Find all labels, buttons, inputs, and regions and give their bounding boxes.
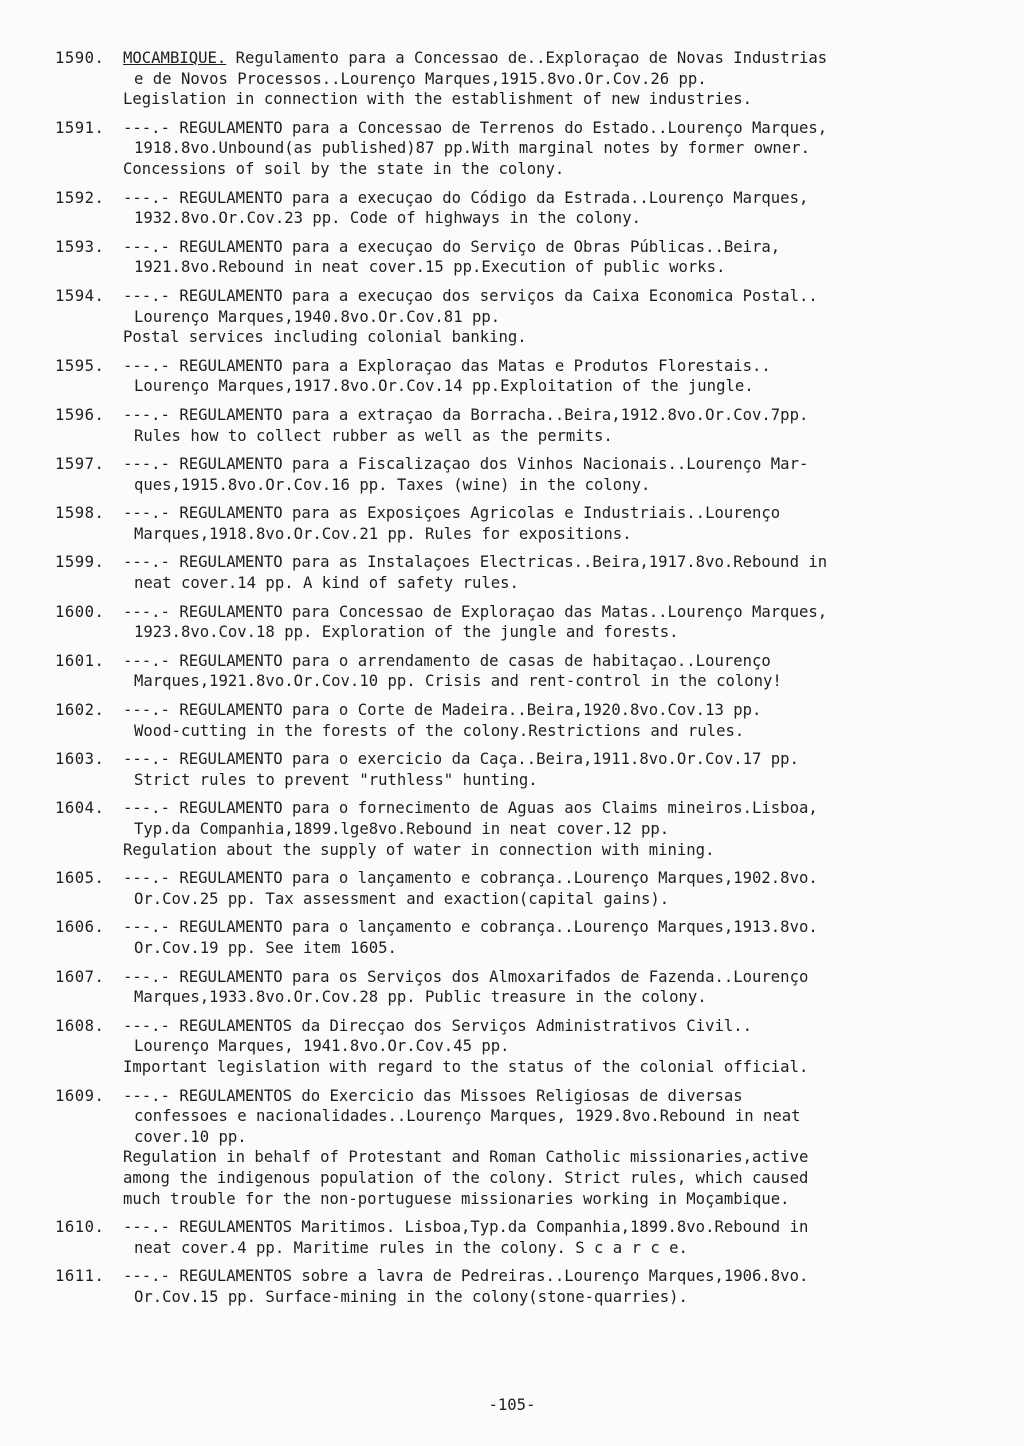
entry-line: 1921.8vo.Rebound in neat cover.15 pp.Execution of public works. (134, 258, 726, 277)
entry-line: among the indigenous population of the colony. Strict rules, which caused (123, 1168, 809, 1187)
catalog-entry (55, 1217, 975, 1258)
entry-line: ---.- REGULAMENTO para as Instalaçoes Electricas..Beira,1917.8vo.Rebound in (123, 553, 828, 572)
entry-line: Typ.da Companhia,1899.lge8vo.Rebound in neat cover.12 pp. (134, 820, 670, 838)
entry-number: 1607. (55, 967, 105, 986)
catalog-entry (55, 868, 975, 909)
entry-line: Regulation about the supply of water in connection with mining. (123, 840, 715, 859)
entry-number: 1593. (55, 237, 105, 256)
entry-line: Legislation in connection with the establishment of new industries. (123, 90, 753, 109)
catalog-entry (55, 651, 975, 692)
catalog-entry (55, 118, 975, 180)
catalog-entry (55, 286, 975, 348)
entry-line: Concessions of soil by the state in the colony. (123, 159, 565, 178)
entry-line: ---.- REGULAMENTO para o lançamento e cobrança..Lourenço Marques,1902.8vo. (123, 869, 818, 888)
entry-line: neat cover.14 pp. A kind of safety rules. (134, 574, 519, 593)
entry-line: ---.- REGULAMENTO para os Serviços dos Almoxarifados de Fazenda..Lourenço (123, 967, 809, 986)
catalog-entry (55, 967, 975, 1008)
entry-line: 1923.8vo.Cov.18 pp. Exploration of the jungle and forests. (134, 623, 679, 642)
entry-line: e de Novos Processos..Lourenço Marques,1915.8vo.Or.Cov.26 pp. (134, 69, 707, 88)
entry-line: ---.- REGULAMENTOS do Exercicio das Missoes Religiosas de diversas (123, 1086, 743, 1105)
entry-number: 1594. (55, 286, 105, 305)
entry-number: 1600. (55, 602, 105, 621)
entry-line: Wood-cutting in the forests of the colony.Restrictions and rules. (134, 721, 745, 740)
entry-number: 1608. (55, 1016, 105, 1035)
entry-line: Marques,1921.8vo.Or.Cov.10 pp. Crisis and rent-control in the colony! (134, 672, 782, 691)
entry-line: Strict rules to prevent "ruthless" hunting. (134, 770, 538, 789)
entry-number: 1598. (55, 504, 105, 523)
entry-line: Or.Cov.15 pp. Surface-mining in the colony(stone-quarries). (134, 1287, 688, 1306)
entry-line: Lourenço Marques,1917.8vo.Or.Cov.14 pp.Exploitation of the jungle. (134, 377, 754, 396)
entry-line: neat cover.4 pp. Maritime rules in the colony. S c a r c e. (134, 1238, 688, 1257)
entry-line: ---.- REGULAMENTOS Maritimos. Lisboa,Typ.da Companhia,1899.8vo.Rebound in (123, 1218, 809, 1237)
entry-line: cover.10 pp. (134, 1127, 247, 1146)
catalog-entry (55, 798, 975, 860)
entry-line: ques,1915.8vo.Or.Cov.16 pp. Taxes (wine) in the colony. (134, 475, 651, 494)
entry-number: 1595. (55, 356, 105, 375)
entry-line: 1932.8vo.Or.Cov.23 pp. Code of highways in the colony. (134, 209, 641, 228)
entry-line: confessoes e nacionalidades..Lourenço Marques, 1929.8vo.Rebound in neat (134, 1107, 801, 1126)
entry-number: 1602. (55, 701, 105, 720)
entry-line: 1918.8vo.Unbound(as published)87 pp.With marginal notes by former owner. (134, 139, 810, 158)
entry-number: 1605. (55, 869, 105, 888)
entry-line: ---.- REGULAMENTO para a execuçao do Código da Estrada..Lourenço Marques, (123, 188, 809, 207)
entry-line: Marques,1933.8vo.Or.Cov.28 pp. Public treasure in the colony. (134, 988, 707, 1007)
entry-number: 1597. (55, 455, 105, 474)
entry-line: Postal services including colonial banking. (123, 328, 527, 347)
entry-number: 1591. (55, 118, 105, 137)
entry-line: Lourenço Marques, 1941.8vo.Or.Cov.45 pp. (134, 1037, 510, 1056)
entry-number: 1610. (55, 1218, 105, 1237)
catalog-entry (55, 405, 975, 446)
entry-line: much trouble for the non-portuguese missionaries working in Moçambique. (123, 1189, 790, 1208)
entry-line (123, 48, 975, 69)
entry-line: ---.- REGULAMENTO para a execuçao dos serviços da Caixa Economica Postal.. (123, 286, 818, 305)
catalog-entry (55, 552, 975, 593)
catalog-entry (55, 188, 975, 229)
entry-line: ---.- REGULAMENTO para a Concessao de Terrenos do Estado..Lourenço Marques, (123, 118, 828, 137)
entry-number: 1601. (55, 651, 105, 670)
entry-number: 1606. (55, 918, 105, 937)
entry-line: ---.- REGULAMENTO para o lançamento e cobrança..Lourenço Marques,1913.8vo. (123, 918, 818, 937)
catalog-entry (55, 454, 975, 495)
entry-line-tail: Regulamento para a Concessao de..Exploraçao de Novas Industrias (226, 49, 828, 67)
catalog-entry (55, 602, 975, 643)
entry-number: 1604. (55, 799, 105, 818)
entry-line: ---.- REGULAMENTO para o Corte de Madeira..Beira,1920.8vo.Cov.13 pp. (123, 701, 762, 720)
entry-line: Lourenço Marques,1940.8vo.Or.Cov.81 pp. (134, 307, 501, 326)
catalog-entry (55, 1266, 975, 1307)
entry-line: ---.- REGULAMENTO para a execuçao do Serviço de Obras Públicas..Beira, (123, 237, 781, 256)
catalog-entry (55, 749, 975, 790)
entry-number: 1599. (55, 553, 105, 572)
entry-line: ---.- REGULAMENTOS da Direcçao dos Serviços Administrativos Civil.. (123, 1016, 753, 1035)
catalog-entry (55, 1016, 975, 1078)
entry-line: Or.Cov.19 pp. See item 1605. (134, 938, 397, 957)
catalog-entry (55, 356, 975, 397)
entry-line: Marques,1918.8vo.Or.Cov.21 pp. Rules for expositions. (134, 524, 632, 543)
entry-heading-word: MOCAMBIQUE. (123, 49, 227, 67)
catalog-entry (55, 503, 975, 544)
entry-line: ---.- REGULAMENTO para o arrendamento de casas de habitaçao..Lourenço (123, 651, 771, 670)
entry-number: 1592. (55, 188, 105, 207)
catalog-entry (55, 237, 975, 278)
catalog-entry (55, 917, 975, 958)
entry-line: ---.- REGULAMENTO para o fornecimento de Aguas aos Claims mineiros.Lisboa, (123, 799, 818, 818)
entry-line: ---.- REGULAMENTO para Concessao de Exploraçao das Matas..Lourenço Marques, (123, 602, 828, 621)
catalog-entry (55, 48, 975, 110)
entry-line: ---.- REGULAMENTO para a Exploraçao das Matas e Produtos Florestais.. (123, 356, 771, 375)
catalog-entry (55, 700, 975, 741)
entry-line: ---.- REGULAMENTO para a Fiscalizaçao dos Vinhos Nacionais..Lourenço Mar- (123, 455, 809, 474)
entry-line: Regulation in behalf of Protestant and Roman Catholic missionaries,active (123, 1148, 809, 1167)
entry-number: 1603. (55, 750, 105, 769)
catalog-entry (55, 1086, 975, 1210)
entry-number: 1611. (55, 1267, 105, 1286)
entry-line: Important legislation with regard to the status of the colonial official. (123, 1057, 809, 1076)
entry-line: ---.- REGULAMENTO para as Exposiçoes Agricolas e Industriais..Lourenço (123, 504, 781, 523)
entry-number: 1590. (55, 49, 105, 67)
catalog-list (55, 48, 975, 1315)
entry-line: Or.Cov.25 pp. Tax assessment and exaction(capital gains). (134, 889, 670, 908)
entry-number: 1609. (55, 1086, 105, 1105)
entry-line: ---.- REGULAMENTO para a extraçao da Borracha..Beira,1912.8vo.Or.Cov.7pp. (123, 405, 809, 424)
page-number: -105- (488, 1396, 536, 1414)
entry-line: ---.- REGULAMENTO para o exercicio da Caça..Beira,1911.8vo.Or.Cov.17 pp. (123, 750, 799, 769)
entry-line: Rules how to collect rubber as well as the permits. (134, 426, 613, 445)
entry-number: 1596. (55, 405, 105, 424)
entry-line: ---.- REGULAMENTOS sobre a lavra de Pedreiras..Lourenço Marques,1906.8vo. (123, 1267, 809, 1286)
